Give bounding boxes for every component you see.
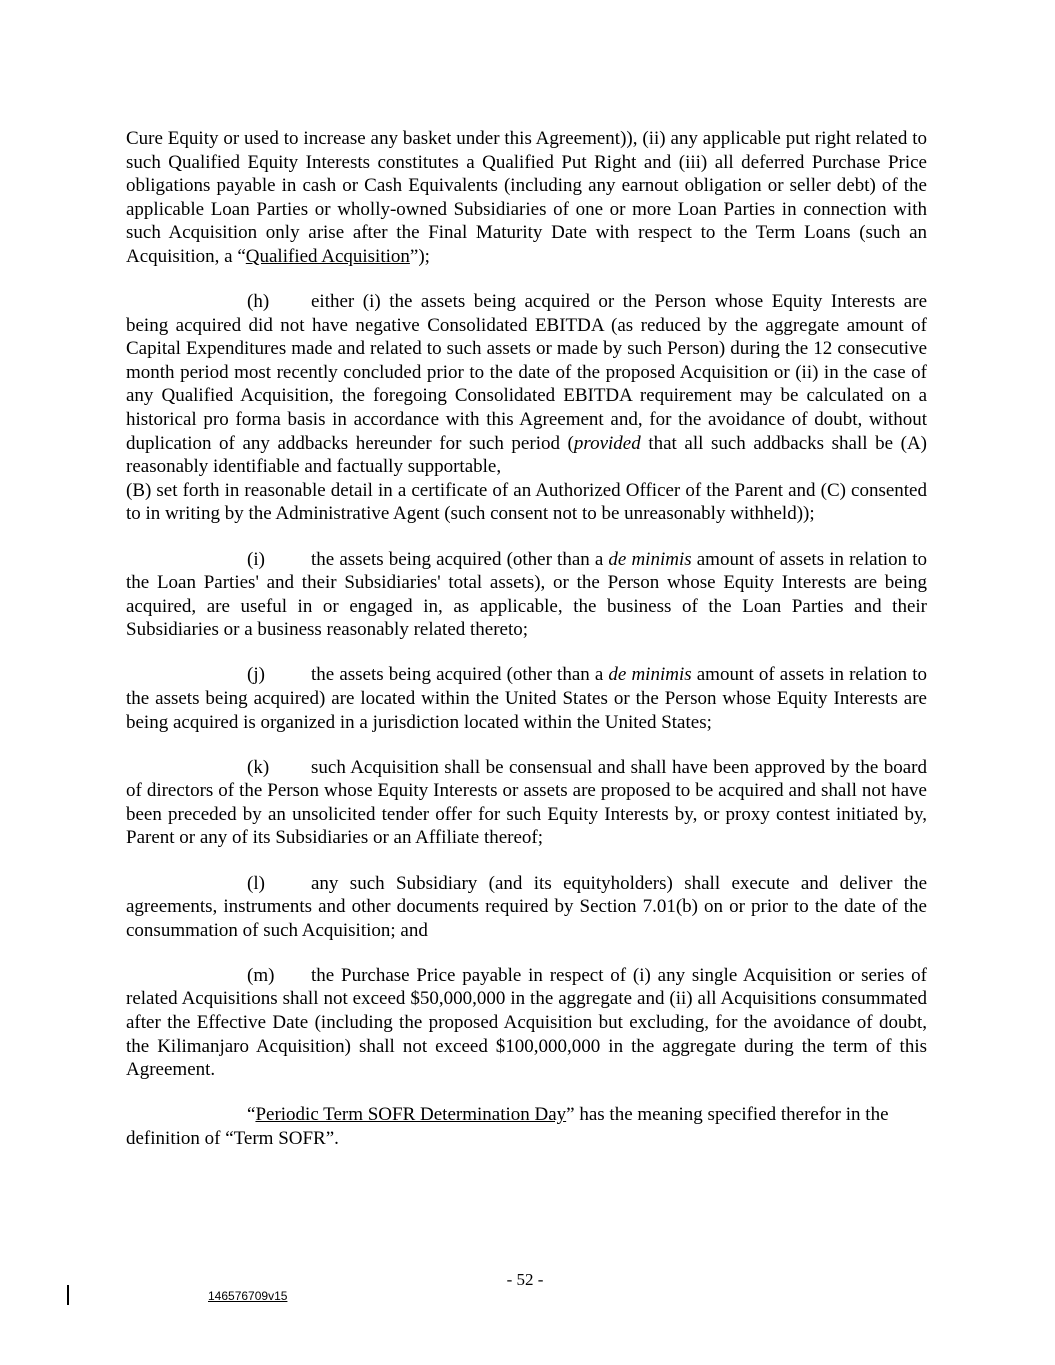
clause-i-text-before: the assets being acquired (other than a: [311, 548, 609, 570]
clause-j: [126, 663, 927, 734]
clause-i-italic: de minimis: [608, 548, 692, 570]
defined-term-periodic-term-sofr: Periodic Term SOFR Determination Day: [255, 1104, 567, 1126]
clause-l: [126, 872, 927, 943]
clause-m-label: (m): [247, 964, 275, 986]
document-id: 146576709v15: [208, 1289, 288, 1303]
definition-open-quote: “: [247, 1104, 256, 1126]
clause-h-continuation: (B) set forth in reasonable detail in a certificate of an Authorized Officer of the Parent and (C) consented to in writing by the Administrative Agent (such consent not to be unreasonably withheld));: [126, 479, 927, 525]
clause-h-italic: provided: [573, 432, 641, 454]
clause-k: [126, 756, 927, 850]
definition-rest: ” has the meaning specified therefor in the definition of “Term SOFR”.: [126, 1104, 889, 1149]
clause-j-italic: de minimis: [608, 664, 692, 686]
clause-m-text: the Purchase Price payable in respect of (i) any single Acquisition or series of related Acquisitions shall not exceed $50,000,000 in the aggregate and (ii) all Acquisitions consummated after the Effective Date (including the proposed Acquisition but excluding, for the avoidance of doubt, the Kilimanjaro Acquisition) shall not exceed $100,000,000 in the aggregate during the term of this Agreement.: [126, 964, 927, 1081]
continuation-text: Cure Equity or used to increase any basket under this Agreement)), (ii) any applicable put right related to such Qualified Equity Interests constitutes a Qualified Put Right and (iii) all deferred Purchase Price obligations payable in cash or Cash Equivalents (including any earnout obligation or seller debt) of the applicable Loan Parties or wholly-owned Subsidiaries of one or more Loan Parties in connection with such Acquisition only arise after the Final Maturity Date with respect to the Term Loans (such an Acquisition, a “: [126, 128, 927, 267]
defined-term-qualified-acquisition: Qualified Acquisition: [245, 245, 410, 267]
document-body: [126, 127, 927, 1172]
clause-k-label: (k): [247, 756, 270, 778]
clause-h-label: (h): [247, 291, 270, 313]
continuation-end: ”);: [409, 245, 430, 267]
clause-i-text-after: amount of assets in relation to the Loan Parties' and their Subsidiaries' total assets), or the Person whose Equity Interests are being acquired, are useful in or engaged in, as applicable, the business of the Loan Parties and their Subsidiaries or a business reasonably related thereto;: [126, 548, 928, 641]
clause-i-label: (i): [247, 548, 265, 570]
clause-m: [126, 964, 927, 1082]
definition-periodic-term-sofr-determination-day: [126, 1103, 927, 1150]
clause-j-label: (j): [247, 664, 265, 686]
clause-l-text: any such Subsidiary (and its equityholders) shall execute and deliver the agreements, instruments and other documents required by Section 7.01(b) on or prior to the date of the consummation of such Acquisition; and: [126, 872, 927, 941]
clause-l-label: (l): [247, 872, 265, 894]
clause-j-text-before: the assets being acquired (other than a: [311, 664, 609, 686]
clause-i: [126, 548, 927, 642]
change-bar: [67, 1285, 69, 1305]
clause-j-text-after: amount of assets in relation to the assets being acquired) are located within the United States or the Person whose Equity Interests are being acquired is organized in a jurisdiction located within the United States;: [126, 664, 928, 733]
page-number: - 52 -: [506, 1270, 544, 1289]
clause-h-text-after: that all such addbacks shall be (A) reasonably identifiable and factually supportable,: [126, 432, 927, 478]
continuation-paragraph: [126, 127, 927, 269]
clause-h: [126, 290, 927, 479]
clause-k-text: such Acquisition shall be consensual and shall have been approved by the board of directors of the Person whose Equity Interests or assets are proposed to be acquired and shall not have been preceded by an unsolicited tender offer for such Equity Interests by, or proxy contest initiated by, Parent or any of its Subsidiaries or an Affiliate thereof;: [126, 756, 927, 849]
clause-h-text-before: either (i) the assets being acquired or the Person whose Equity Interests are being acquired did not have negative Consolidated EBITDA (as reduced by the aggregate amount of Capital Expenditures made and related to such assets or made by such Person) during the 12 consecutive month period most recently concluded prior to the date of the proposed Acquisition or (ii) in the case of any Qualified Acquisition, the foregoing Consolidated EBITDA requirement may be calculated on a historical pro forma basis in accordance with this Agreement and, for the avoidance of doubt, without duplication of any addbacks hereunder for such period (: [126, 291, 927, 454]
